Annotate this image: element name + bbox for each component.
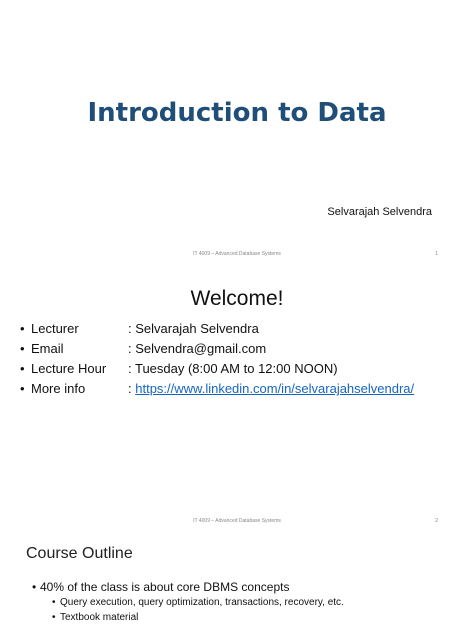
bullet-icon: • xyxy=(20,381,25,396)
slide-title: Introduction to Data xyxy=(87,98,387,128)
info-value: : Selvendra@gmail.com xyxy=(128,341,267,356)
bullet-icon: • xyxy=(32,580,37,594)
info-value: : Selvarajah Selvendra xyxy=(128,321,259,336)
info-label: Lecture Hour xyxy=(31,361,107,376)
info-value: : Tuesday (8:00 AM to 12:00 NOON) xyxy=(128,361,338,376)
page-number: 2 xyxy=(435,518,438,524)
list-item xyxy=(32,580,290,597)
slide-1 xyxy=(0,0,474,266)
outline-list xyxy=(32,580,344,627)
bullet-icon: • xyxy=(52,597,56,608)
slide-footer: IT 4009 – Advanced Database Systems xyxy=(193,251,281,257)
value-prefix: : xyxy=(128,381,136,396)
page-number: 1 xyxy=(435,251,438,257)
slide-2 xyxy=(0,266,474,534)
sub-list-item-text: Textbook material xyxy=(60,612,139,623)
bullet-icon: • xyxy=(20,341,25,356)
bullet-icon: • xyxy=(52,612,56,623)
info-label: Email xyxy=(31,341,64,356)
slide-footer: IT 4009 – Advanced Database Systems xyxy=(193,518,281,524)
author-name: Selvarajah Selvendra xyxy=(327,206,432,218)
sub-list-item-text: Query execution, query optimization, transactions, recovery, etc. xyxy=(60,597,344,608)
bullet-icon: • xyxy=(20,321,25,336)
slide-title: Welcome! xyxy=(190,287,284,310)
slide-3 xyxy=(0,534,474,632)
info-value xyxy=(128,381,414,396)
slide-title: Course Outline xyxy=(26,545,133,562)
list-item-text: 40% of the class is about core DBMS concepts xyxy=(40,580,290,594)
bullet-icon: • xyxy=(20,361,25,376)
info-label: More info xyxy=(31,381,86,396)
info-label: Lecturer xyxy=(31,321,79,336)
linkedin-link[interactable]: https://www.linkedin.com/in/selvarajahselvendra/ xyxy=(135,381,415,396)
